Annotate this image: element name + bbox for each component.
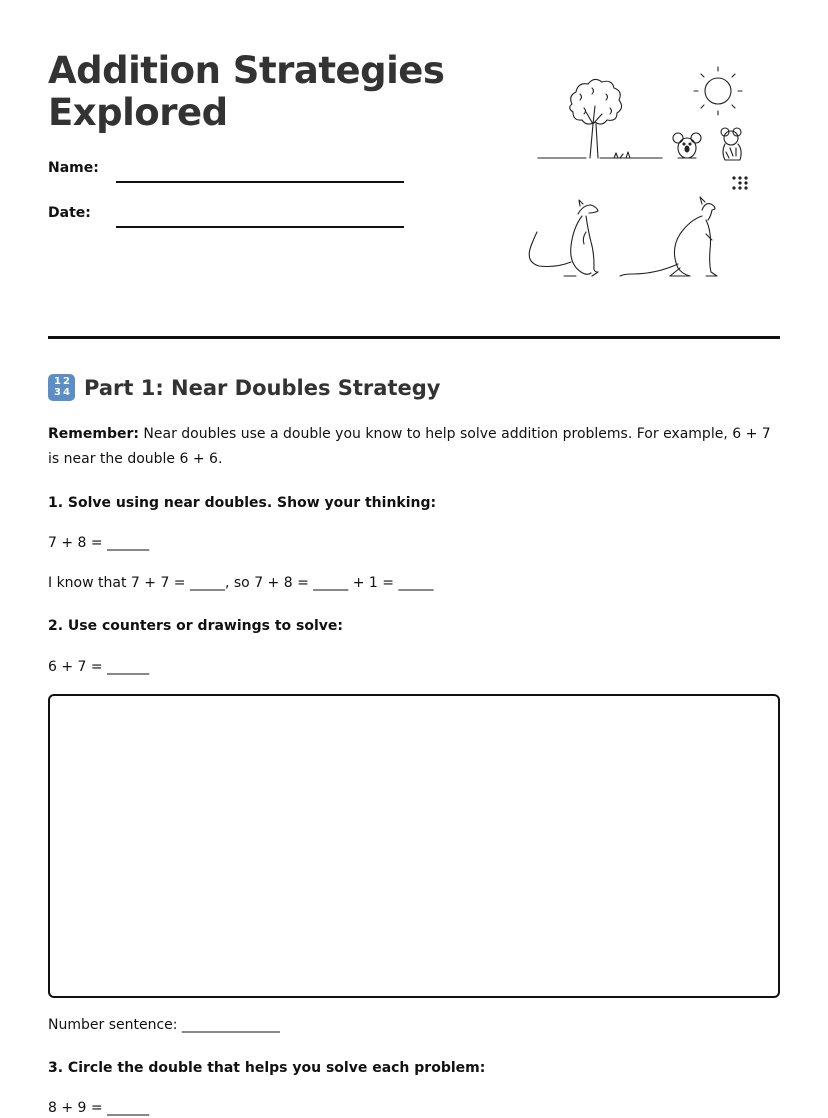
number-sentence-line[interactable]: Number sentence: ______________ bbox=[48, 1017, 280, 1033]
question-1-problem[interactable]: 7 + 8 = ______ bbox=[48, 535, 150, 551]
australian-animals-illustration bbox=[520, 64, 770, 294]
question-2-problem[interactable]: 6 + 7 = ______ bbox=[48, 659, 150, 675]
question-1-title: 1. Solve using near doubles. Show your thinking: bbox=[48, 495, 437, 511]
tree-icon bbox=[570, 79, 622, 158]
name-label: Name: bbox=[48, 160, 99, 176]
wallaby-icon bbox=[529, 200, 598, 276]
question-2-title: 2. Use counters or drawings to solve: bbox=[48, 618, 344, 634]
koala-icon bbox=[673, 133, 701, 158]
date-label: Date: bbox=[48, 205, 91, 221]
ground-line bbox=[538, 152, 662, 158]
question-3-problem[interactable]: 8 + 9 = ______ bbox=[48, 1100, 150, 1116]
drawing-work-area[interactable] bbox=[48, 694, 780, 998]
numbers-badge-icon: 1 2 3 4 bbox=[48, 374, 75, 401]
remember-text: Near doubles use a double you know to help solve addition problems. For example, 6 + 7 is near the double 6 + 6. bbox=[48, 426, 771, 467]
remember-note bbox=[48, 422, 778, 472]
part-1-heading bbox=[48, 374, 440, 401]
name-field-line[interactable] bbox=[116, 181, 404, 183]
question-3-title: 3. Circle the double that helps you solve each problem: bbox=[48, 1060, 486, 1076]
section-divider bbox=[48, 336, 780, 339]
dots-icon bbox=[732, 176, 747, 189]
page-title: Addition Strategies Explored bbox=[48, 49, 445, 134]
question-1-thinking[interactable]: I know that 7 + 7 = _____, so 7 + 8 = _____ + 1 = _____ bbox=[48, 575, 434, 591]
koala-sitting-icon bbox=[721, 128, 741, 160]
part-1-heading-text: Part 1: Near Doubles Strategy bbox=[84, 375, 441, 400]
sun-icon bbox=[694, 67, 742, 115]
remember-label: Remember: bbox=[48, 426, 139, 442]
date-field-line[interactable] bbox=[116, 226, 404, 228]
kangaroo-icon bbox=[620, 197, 717, 276]
